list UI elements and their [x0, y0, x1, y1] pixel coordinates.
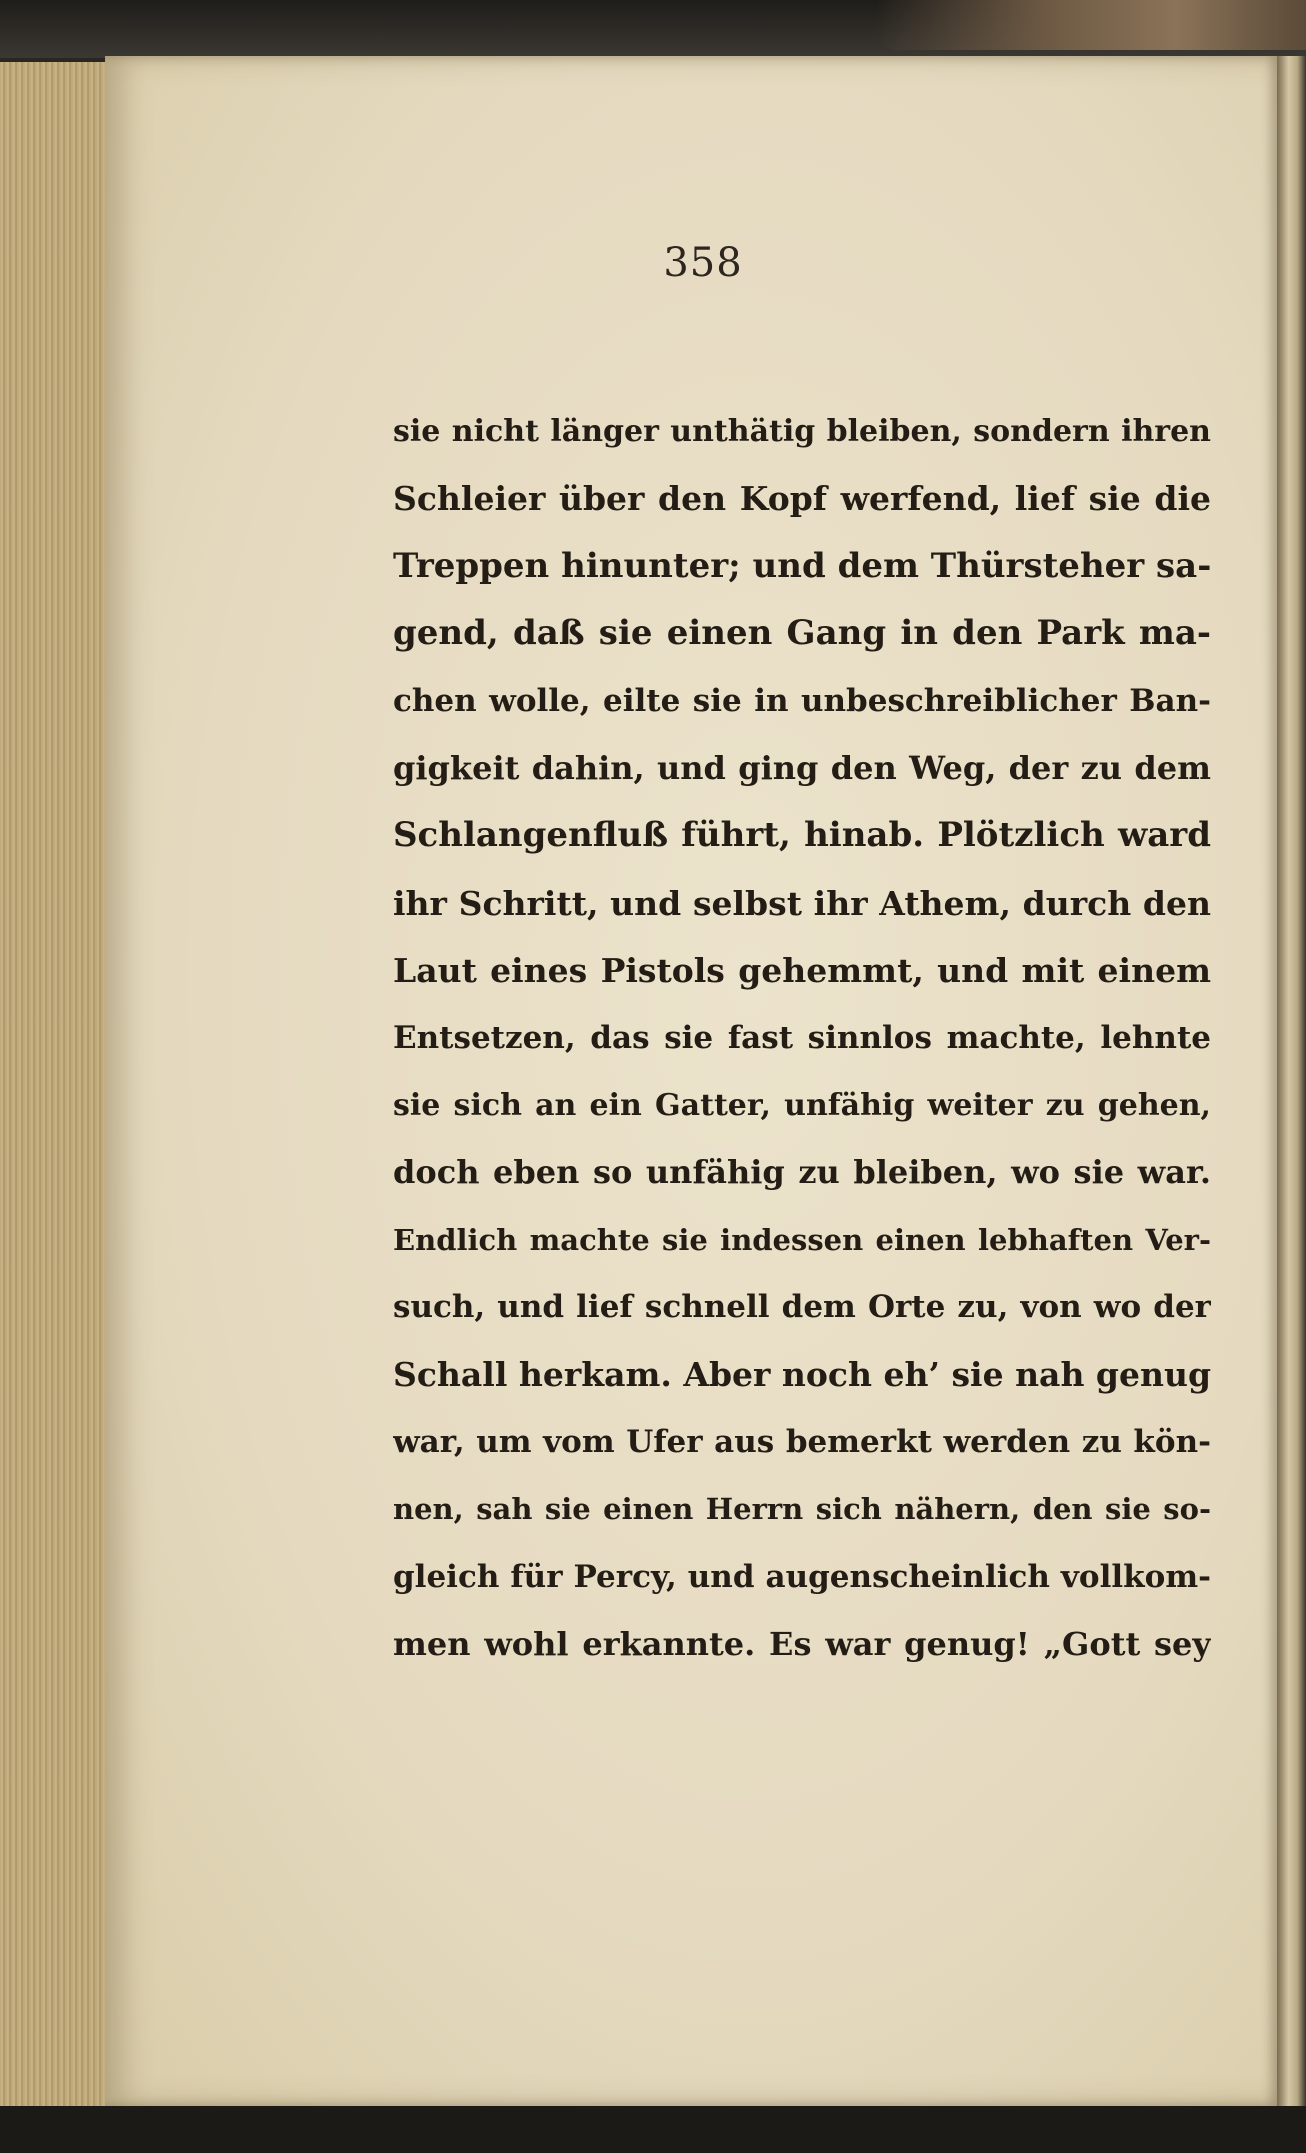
body-text [393, 398, 1211, 1678]
text-line: nen, sah sie einen Herrn sich nähern, den sie so- [393, 1492, 1211, 1527]
text-line: sie sich an ein Gatter, unfähig weiter zu gehen, [393, 1087, 1211, 1123]
text-line: chen wolle, eilte sie in unbeschreiblicher Ban- [393, 682, 1211, 719]
text-line: Treppen hinunter; und dem Thürsteher sa- [393, 545, 1211, 586]
text-line: men wohl erkannte. Es war genug! „Gott sey [393, 1625, 1211, 1664]
text-line: Schall herkam. Aber noch eh’ sie nah genug [393, 1355, 1211, 1395]
text-line: ihr Schritt, und selbst ihr Athem, durch den [393, 883, 1211, 923]
text-line: gleich für Percy, und augenscheinlich vollkom- [393, 1558, 1211, 1595]
text-line: doch eben so unfähig zu bleiben, wo sie war. [393, 1153, 1211, 1192]
text-line: Schleier über den Kopf werfend, lief sie die [393, 479, 1211, 519]
text-line: sie nicht länger unthätig bleiben, sondern ihren [393, 414, 1211, 449]
page-edge-right [1277, 56, 1306, 2116]
book-bottom-cover [0, 2106, 1306, 2153]
text-line: gend, daß sie einen Gang in den Park ma- [393, 613, 1211, 654]
page-number: 358 [663, 240, 743, 286]
text-line: such, und lief schnell dem Orte zu, von wo der [393, 1289, 1211, 1326]
book-top-cover [0, 0, 1306, 58]
text-line: Schlangenfluß führt, hinab. Plötzlich ward [393, 815, 1211, 856]
cover-board-wear [876, 0, 1306, 50]
text-line: Laut eines Pistols gehemmt, und mit einem [393, 951, 1211, 991]
text-line: war, um vom Ufer aus bemerkt werden zu kön- [393, 1423, 1211, 1460]
page-edges-left [0, 62, 109, 2112]
text-line: Entsetzen, das sie fast sinnlos machte, lehnte [393, 1019, 1211, 1056]
text-line: gigkeit dahin, und ging den Weg, der zu dem [393, 748, 1211, 787]
text-line: Endlich machte sie indessen einen lebhaften Ver- [393, 1222, 1211, 1257]
